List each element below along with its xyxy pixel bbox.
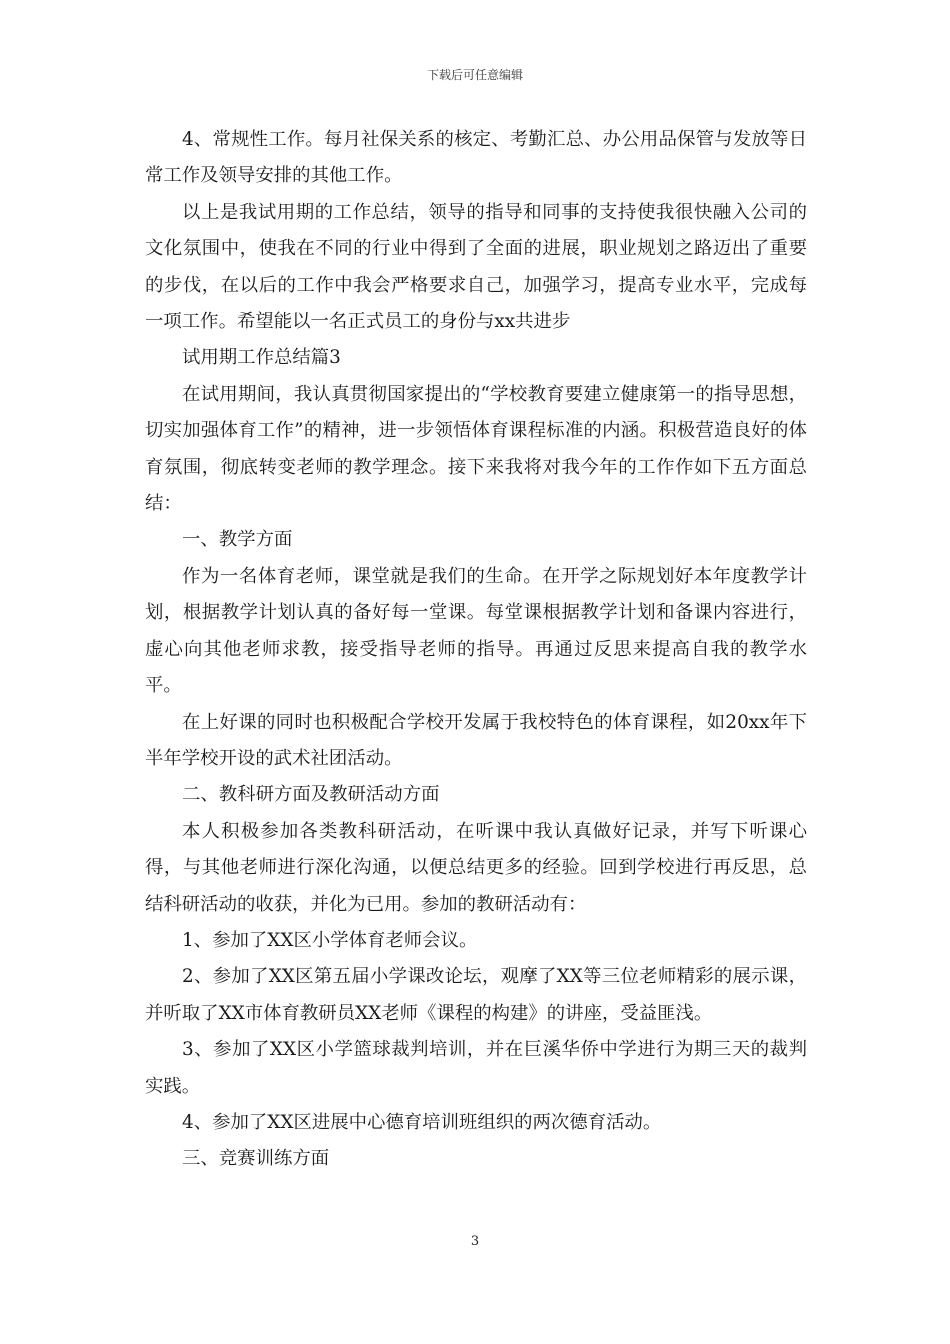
list-item: 1、参加了XX区小学体育老师会议。	[182, 929, 478, 951]
document-body	[145, 122, 807, 1178]
paragraph: 以上是我试用期的工作总结，领导的指导和同事的支持使我很快融入公司的文化氛围中，使我在不同的行业中得到了全面的进展，职业规划之路迈出了重要的步伐，在以后的工作中我会严格要求自己，加强学习，提高专业水平，完成每一项工作。希望能以一名正式员工的身份与xx共进步	[145, 201, 807, 333]
list-item: 4、参加了XX区进展中心德育培训班组织的两次德育活动。	[182, 1111, 662, 1133]
page-header: 下载后可任意编辑	[426, 68, 523, 82]
paragraph: 本人积极参加各类教科研活动，在听课中我认真做好记录，并写下听课心得，与其他老师进行深化沟通，以便总结更多的经验。回到学校进行再反思，总结科研活动的收获，并化为已用。参加的教研活动有：	[145, 820, 807, 915]
paragraph: 作为一名体育老师，课堂就是我们的生命。在开学之际规划好本年度教学计划，根据教学计划认真的备好每一堂课。每堂课根据教学计划和备课内容进行，虚心向其他老师求教，接受指导老师的指导。再通过反思来提高自我的教学水平。	[145, 565, 807, 697]
section-title: 试用期工作总结篇3	[182, 347, 341, 369]
page-number: 3	[470, 1234, 480, 1249]
paragraph: 在试用期间，我认真贯彻国家提出的“学校教育要建立健康第一的指导思想，切实加强体育工作”的精神，进一步领悟体育课程标准的内涵。积极营造良好的体育氛围，彻底转变老师的教学理念。接下来我将对我今年的工作作如下五方面总结：	[145, 383, 807, 515]
section-heading: 一、教学方面	[182, 529, 293, 551]
section-heading: 二、教科研方面及教研活动方面	[182, 784, 440, 806]
paragraph: 4、常规性工作。每月社保关系的核定、考勤汇总、办公用品保管与发放等日常工作及领导安排的其他工作。	[145, 129, 807, 187]
paragraph: 在上好课的同时也积极配合学校开发属于我校特色的体育课程，如20xx年下半年学校开设的武术社团活动。	[145, 711, 807, 769]
list-item: 2、参加了XX区第五届小学课改论坛，观摩了XX等三位老师精彩的展示课，并听取了XX市体育教研员XX老师《课程的构建》的讲座，受益匪浅。	[145, 966, 807, 1024]
section-heading: 三、竞赛训练方面	[182, 1148, 330, 1170]
list-item: 3、参加了XX区小学篮球裁判培训，并在巨溪华侨中学进行为期三天的裁判实践。	[145, 1039, 807, 1097]
